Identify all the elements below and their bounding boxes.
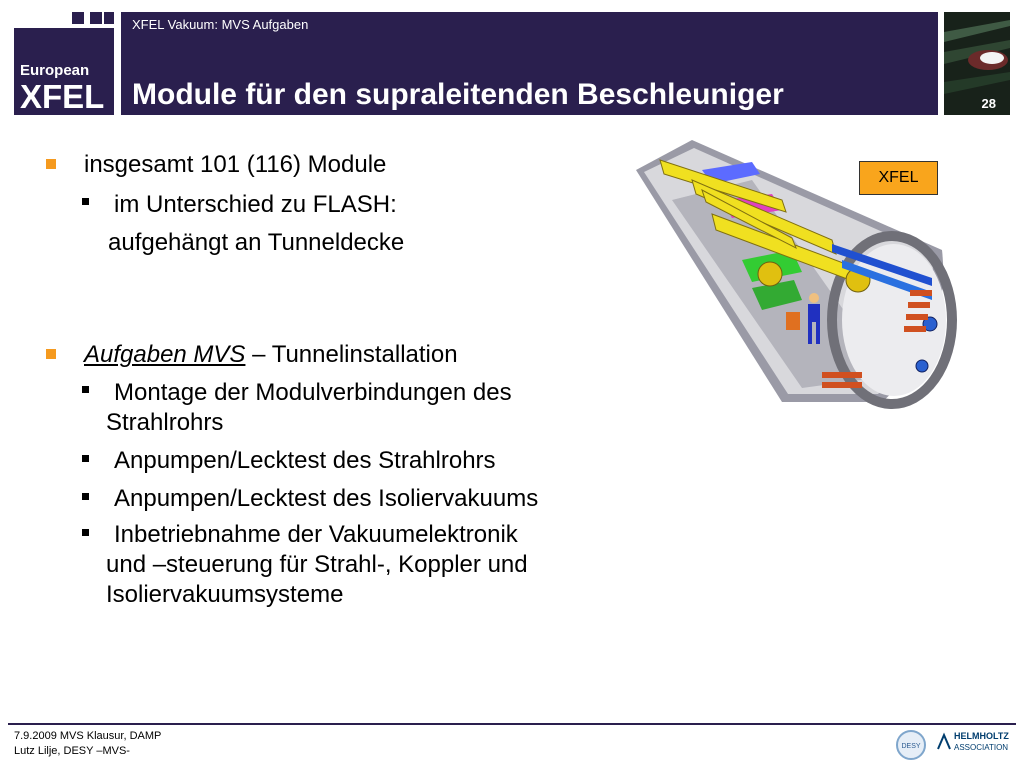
sub-bullet-marker [82,198,89,205]
bullet2-rest: – Tunnelinstallation [245,341,458,368]
title-bar [121,12,938,115]
logo-line1: European [20,62,90,79]
logo-squares [14,12,114,24]
sub-item-cont: Strahlrohrs [106,409,224,436]
sub-item: Inbetriebnahme der Vakuumelektronik [114,521,518,548]
breadcrumb: XFEL Vakuum: MVS Aufgaben [132,17,309,32]
sub-item: Anpumpen/Lecktest des Strahlrohrs [114,447,496,474]
footer-text [14,729,161,759]
logo-line2: XFEL [20,78,105,115]
desy-logo [896,730,926,760]
sub-bullet-marker [82,386,89,393]
sub-bullet-marker [82,455,89,462]
corner-photo [944,12,1010,115]
sub-bullet-marker [82,493,89,500]
bullet2-text [84,340,458,370]
bullet2-italic: Aufgaben MVS [84,341,246,368]
sub-item-cont: und –steuerung für Strahl-, Koppler und [106,551,528,578]
sub-bullet-marker [82,529,89,536]
european-xfel-logo [14,28,114,115]
bullet-marker [46,159,56,169]
bullet1-sub1-line2: aufgehängt an Tunneldecke [108,229,405,256]
xfel-label: XFEL [859,161,938,195]
page-number: 28 [981,96,996,111]
footer-line2: Lutz Lilje, DESY –MVS- [14,745,130,757]
helmholtz-line1: HELMHOLTZ [954,731,1009,741]
helmholtz-logo [936,729,1008,755]
bullet1-sub1-line1: im Unterschied zu FLASH: [114,191,397,218]
page-title: Module für den supraleitenden Beschleuniger [132,78,784,111]
desy-logo-text: DESY [901,743,921,750]
footer-line1: 7.9.2009 MVS Klausur, DAMP [14,730,162,742]
sub-item: Anpumpen/Lecktest des Isoliervakuums [114,485,539,512]
footer-rule [8,723,1016,725]
bullet1-text: insgesamt 101 (116) Module [84,151,387,178]
bullet-marker [46,349,56,359]
sub-item: Montage der Modulverbindungen des [114,379,512,406]
helmholtz-line2: ASSOCIATION [954,743,1009,752]
sub-item-cont: Isoliervakuumsysteme [106,581,344,608]
